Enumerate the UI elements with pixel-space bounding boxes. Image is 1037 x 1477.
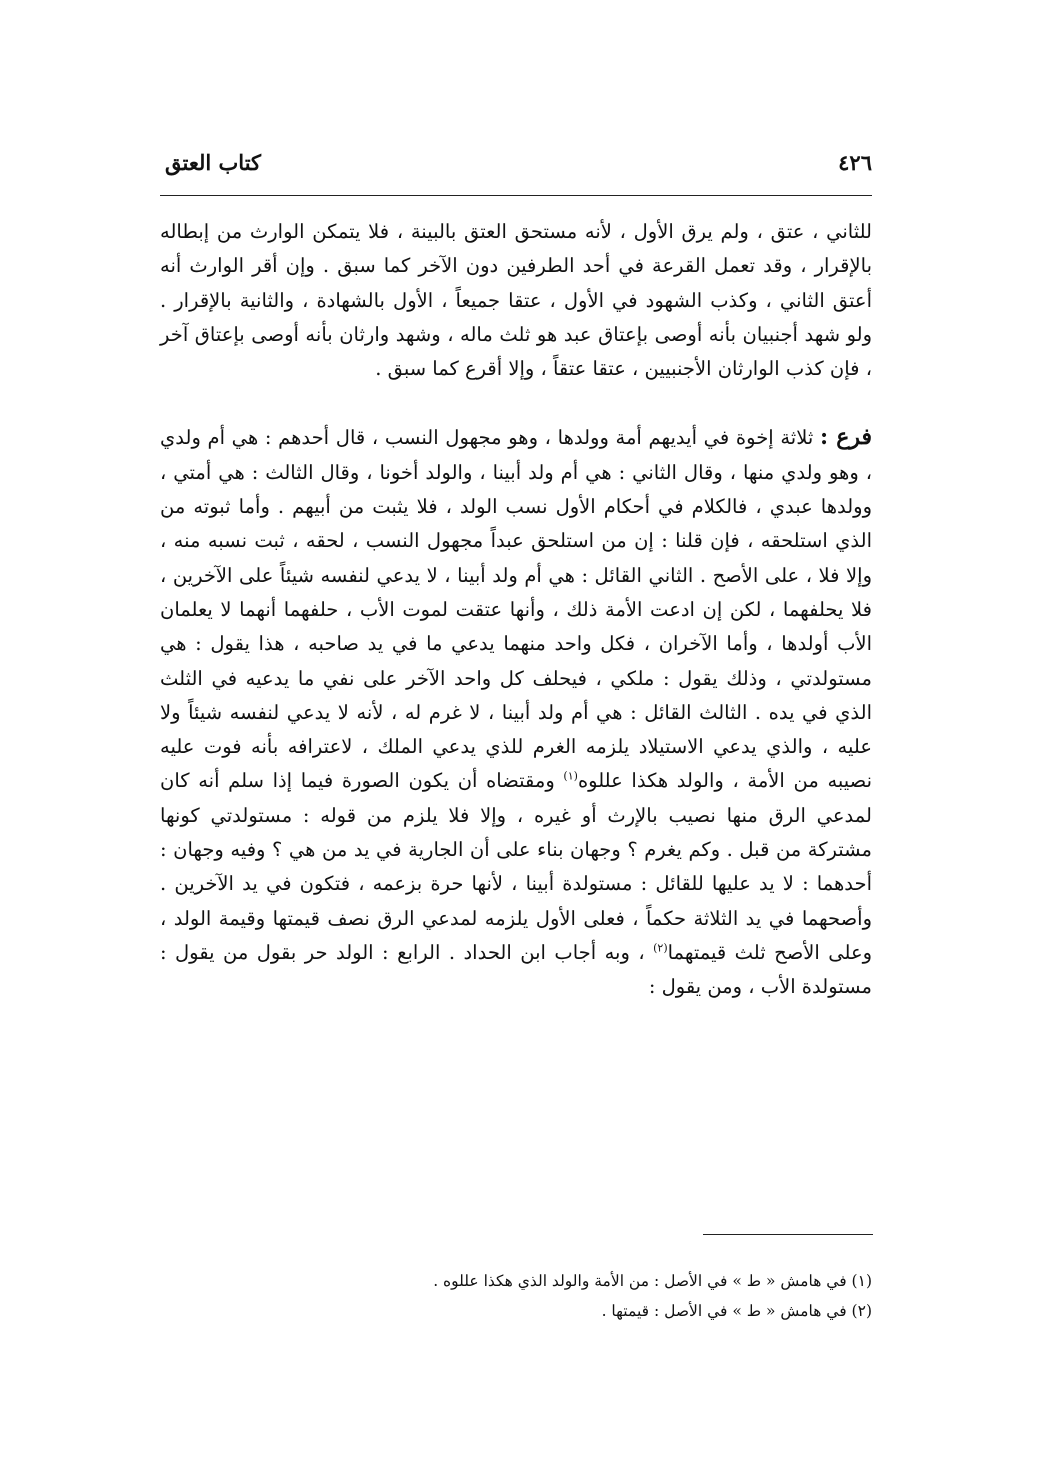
far-heading: فرع : bbox=[819, 424, 873, 451]
footnote-2: (٢) في هامش « ط » في الأصل : قيمتها . bbox=[601, 1302, 872, 1320]
paragraph-1: للثاني ، عتق ، ولم يرق الأول ، لأنه مستحق العتق بالبينة ، فلا يتمكن الوارث من إبطاله بالإقرار ، وقد تعمل القرعة في أحد الطرفين دون الآخر كما سبق . وإن أقر الوارث أنه أعتق الثاني ، وكذب الشهود في الأول ، عتقا جميعاً ، الأول بالشهادة ، والثانية بالإقرار . ولو شهد أجنبيان بأنه أوصى بإعتاق عبد هو ثلث ماله ، وشهد وارثان بأنه أوصى بإعتاق آخر ، فإن كذب الوارثان الأجنبيين ، عتقا عتقاً ، وإلا أقرع كما سبق . bbox=[160, 220, 872, 381]
main-text bbox=[160, 215, 872, 1005]
footnote-ref-2: (٢) bbox=[653, 941, 668, 955]
footnote-1: (١) في هامش « ط » في الأصل : من الأمة والولد الذي هكذا عللوه . bbox=[433, 1272, 872, 1290]
paragraph-2 bbox=[160, 420, 872, 1004]
paragraph-2-part-3: ، وبه أجاب ابن الحداد . الرابع : الولد حر بقول من يقول : مستولدة الأب ، ومن يقول : bbox=[160, 940, 872, 999]
paragraph-2-part-2: ومقتضاه أن يكون الصورة فيما إذا سلم أنه كان لمدعي الرق منها نصيب بالإرث أو غيره ، وإلا فلا يلزم من قوله : مستولدتي كونها مشتركة من قبل . وكم يغرم ؟ وجهان بناء على أن الجارية في يد من هي ؟ وفيه وجهان : أحدهما : لا يد عليها للقائل : مستولدة أبينا ، لأنها حرة بزعمه ، فتكون في يد الآخرين . وأصحهما في يد الثلاثة حكماً ، فعلى الأول يلزمه لمدعي الرق نصف قيمتها وقيمة الولد ، وعلى الأصح ثلث قيمتهما bbox=[160, 769, 872, 964]
chapter-title: كتاب العتق bbox=[165, 150, 262, 175]
paragraph-2-part-1: ثلاثة إخوة في أيديهم أمة وولدها ، وهو مجهول النسب ، قال أحدهم : هي أم ولدي ، وهو ولدي منها ، وقال الثاني : هي أم ولد أبينا ، والولد أخونا ، وقال الثالث : هي أمتي ، وولدها عبدي ، فالكلام في أحكام الأول نسب الولد ، فلا يثبت من أبيهم . وأما ثبوته من الذي استلحقه ، فإن قلنا : إن من استلحق عبداً مجهول النسب ، لحقه ، ثبت نسبه منه ، وإلا فلا ، على الأصح . الثاني القائل : هي أم ولد أبينا ، لا يدعي لنفسه شيئاً على الآخرين ، فلا يحلفهما ، لكن إن ادعت الأمة ذلك ، وأنها عتقت لموت الأب ، حلفهما أنهما لا يعلمان الأب أولدها ، وأما الآخران ، فكل واحد منهما يدعي ما في يد صاحبه ، هذا يقول : هي مستولدتي ، وذلك يقول : ملكي ، فيحلف كل واحد الآخر على نفي ما يدعيه في الثلث الذي في يده . الثالث القائل : هي أم ولد أبينا ، لا غرم له ، لأنه لا يدعي لنفسه شيئاً ولا عليه ، والذي يدعي الاستيلاد يلزمه الغرم للذي يدعي الملك ، لاعترافه بأنه فوت عليه نصيبه من الأمة ، والولد هكذا عللوه bbox=[160, 426, 873, 793]
footnote-divider bbox=[703, 1234, 873, 1235]
page-header bbox=[165, 150, 872, 190]
footnotes bbox=[160, 1266, 872, 1326]
page-number: ٤٢٦ bbox=[838, 150, 872, 175]
footnote-ref-1: (١) bbox=[563, 769, 578, 783]
header-divider bbox=[160, 195, 872, 196]
